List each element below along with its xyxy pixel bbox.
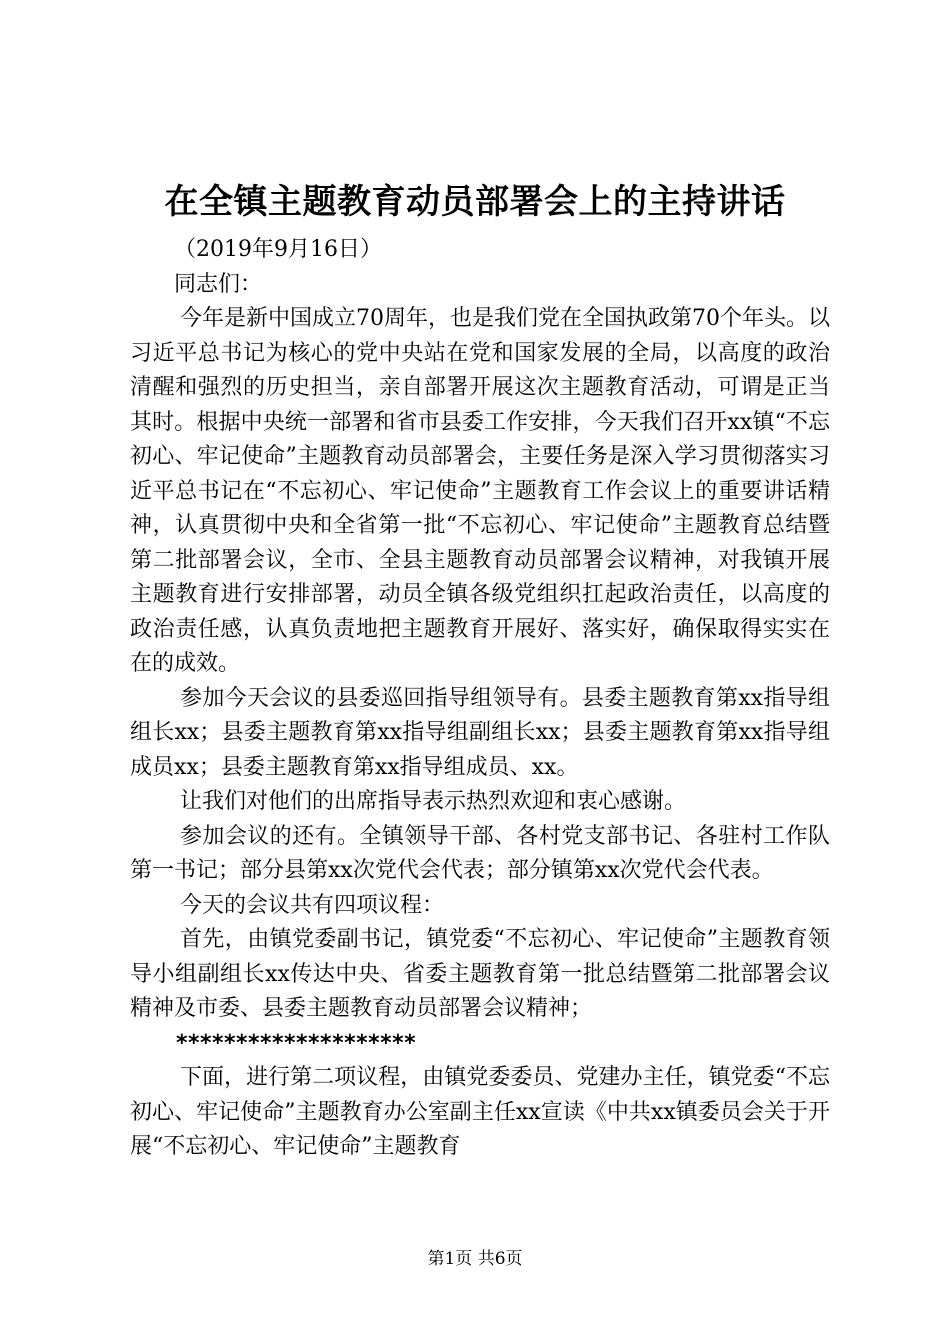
- paragraph-5: 今天的会议共有四项议程：: [180, 892, 445, 918]
- paragraph-1: 今年是新中国成立70周年，也是我们党在全国执政第70个年头。以习近平总书记为核心的党中央站在党和国家发展的全局，以高度的政治清醒和强烈的历史担当，亲自部署开展这次主题教育活动，可谓是正当其时。根据中央统一部署和省市县委工作安排，今天我们召开xx镇“不忘初心、牢记使命”主题教育动员部署会，主要任务是深入学习贯彻落实习近平总书记在“不忘初心、牢记使命”主题教育工作会议上的重要讲话精神，认真贯彻中央和全省第一批“不忘初心、牢记使命”主题教育总结暨第二批部署会议，全市、全县主题教育动员部署会议精神，对我镇开展主题教育进行安排部署，动员全镇各级党组织扛起政治责任，以高度的政治责任感，认真负责地把主题教育开展好、落实好，确保取得实实在在的成效。: [130, 306, 830, 676]
- document-title: 在全镇主题教育动员部署会上的主持讲话: [164, 182, 786, 222]
- paragraph-4: 参加会议的还有。全镇领导干部、各村党支部书记、各驻村工作队第一书记；部分县第xx次党代会代表；部分镇第xx次党代会代表。: [130, 823, 830, 883]
- paragraph-2: 参加今天会议的县委巡回指导组领导有。县委主题教育第xx指导组组长xx；县委主题教育第xx指导组副组长xx；县委主题教育第xx指导组成员xx；县委主题教育第xx指导组成员、xx。: [130, 685, 830, 780]
- separator-stars: ********************: [176, 1030, 417, 1056]
- speech-date: （2019年9月16日）: [174, 237, 382, 262]
- document-body: [130, 233, 830, 1165]
- greeting: 同志们：: [174, 271, 263, 297]
- paragraph-7: 下面，进行第二项议程，由镇党委委员、党建办主任，镇党委“不忘初心、牢记使命”主题教育办公室副主任xx宣读《中共xx镇委员会关于开展“不忘初心、牢记使命”主题教育: [130, 1065, 830, 1159]
- page-indicator: 第1页 共6页: [427, 1249, 523, 1269]
- paragraph-6: 首先，由镇党委副书记，镇党委“不忘初心、牢记使命”主题教育领导小组副组长xx传达中央、省委主题教育第一批总结暨第二批部署会议精神及市委、县委主题教育动员部署会议精神；: [130, 927, 830, 1021]
- paragraph-3: 让我们对他们的出席指导表示热烈欢迎和衷心感谢。: [180, 789, 687, 814]
